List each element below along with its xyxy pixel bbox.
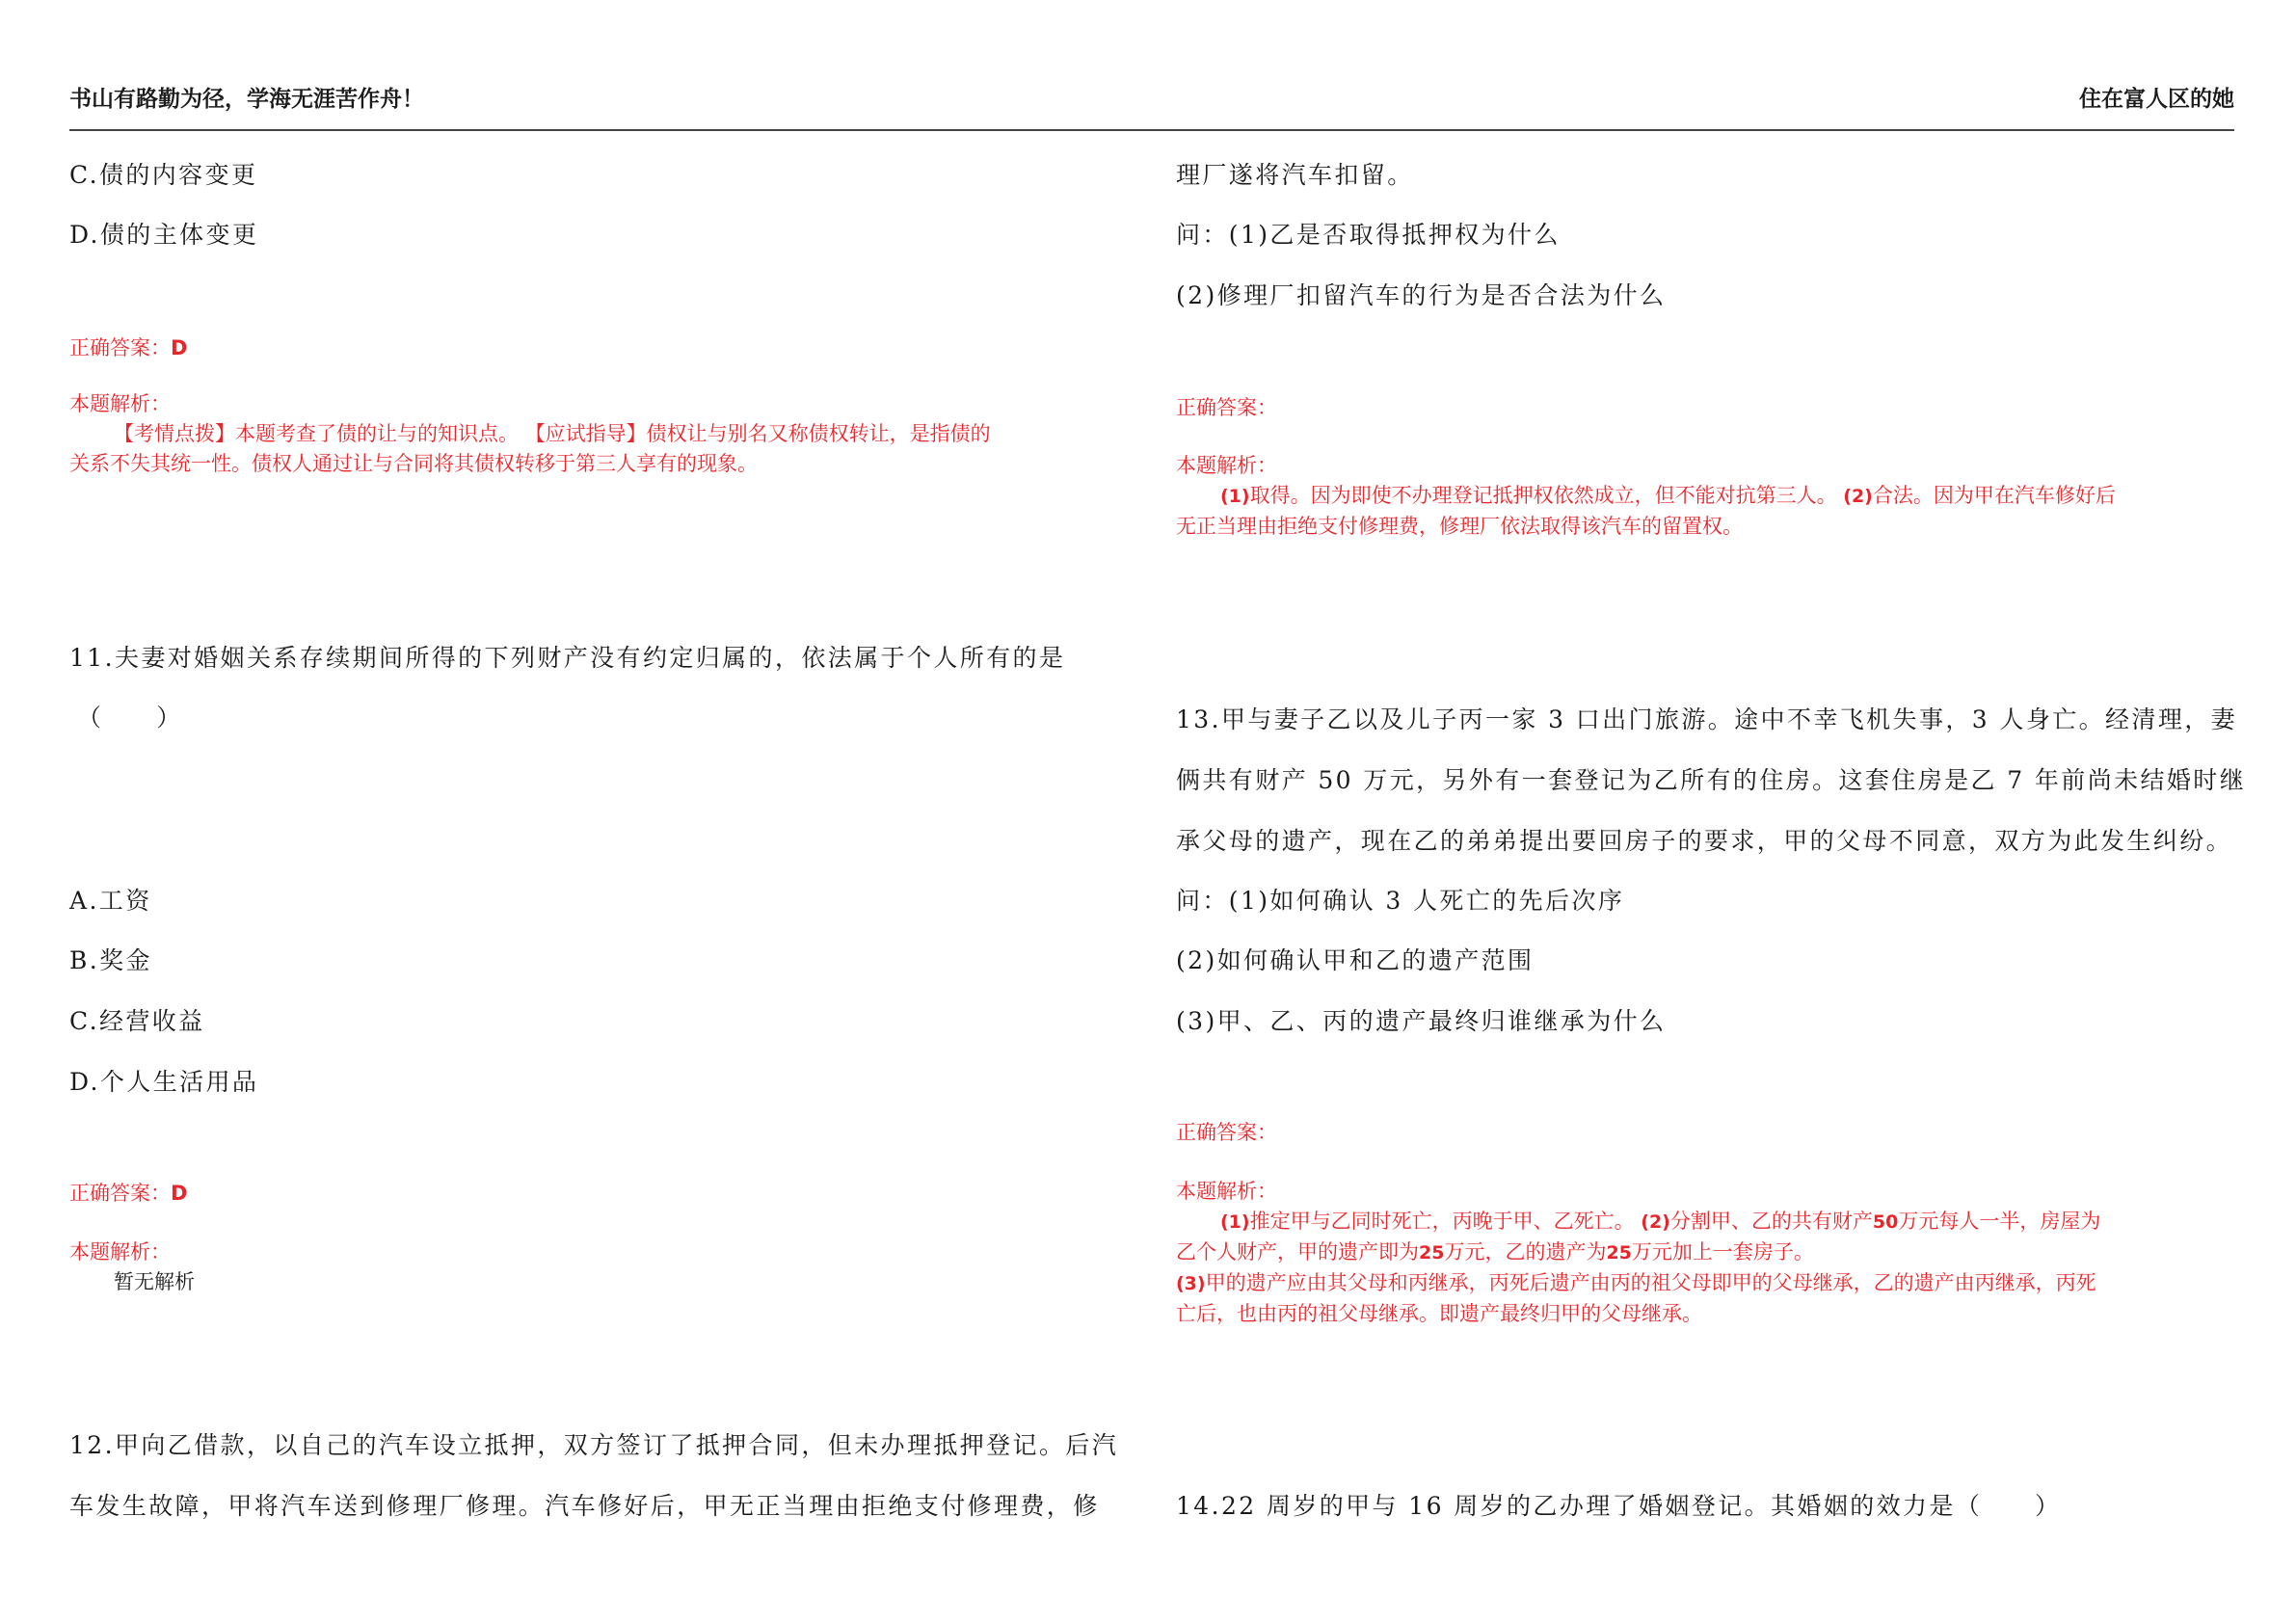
q13-exp-line2a: 乙个人财产，甲的遗产即为 — [1176, 1240, 1419, 1264]
header-author: 住在富人区的她 — [2079, 87, 2234, 112]
q12-exp-text-1: 取得。因为即使不办理登记抵押权依然成立，但不能对抗第三人。 — [1249, 484, 1844, 507]
q14-title: 14.22 周岁的甲与 16 周岁的乙办理了婚姻登记。其婚姻的效力是（ ） — [1176, 1492, 2062, 1520]
header-motto: 书山有路勤为径，学海无涯苦作舟！ — [69, 87, 424, 112]
q12-exp-line2: 无正当理由拒绝支付修理费，修理厂依法取得该汽车的留置权。 — [1176, 515, 1743, 538]
q11-option-a: A.工资 — [69, 887, 152, 915]
q11-option-d: D.个人生活用品 — [69, 1068, 259, 1096]
q11-answer-value: D — [171, 1182, 188, 1205]
q10-explanation-line2: 关系不失其统一性。债权人通过让与合同将其债权转移于第三人享有的现象。 — [69, 452, 758, 475]
q13-exp-num-2: (2) — [1641, 1211, 1670, 1233]
q12-line3: 理厂遂将汽车扣留。 — [1176, 161, 1414, 189]
q10-answer-value: D — [171, 336, 188, 359]
q13-exp-num-25a: 25 — [1419, 1242, 1445, 1264]
q10-explanation-line1: 【考情点拨】本题考查了债的让与的知识点。 【应试指导】债权让与别名又称债权转让，是指债的 — [114, 422, 991, 445]
q11-explanation-text: 暂无解析 — [114, 1270, 195, 1293]
q11-paren: （ ） — [77, 704, 183, 732]
q13-answer-label: 正确答案： — [1176, 1121, 1277, 1144]
q13-exp-text-3: 甲的遗产应由其父母和丙继承，丙死后遗产由丙的祖父母即甲的父母继承，乙的遗产由丙继承，丙死 — [1205, 1271, 2096, 1294]
q10-explanation — [69, 419, 1130, 479]
q13-explanation-label: 本题解析： — [1176, 1180, 1277, 1203]
q13-explanation — [1176, 1207, 2236, 1329]
q10-explanation-label: 本题解析： — [69, 392, 171, 415]
q13-exp-text-2a: 分割甲、乙的共有财产 — [1669, 1210, 1873, 1233]
q13-question-1: 问：(1)如何确认 3 人死亡的先后次序 — [1176, 887, 1625, 915]
q12-line1: 12.甲向乙借款，以自己的汽车设立抵押，双方签订了抵押合同，但未办理抵押登记。后汽 — [69, 1431, 1119, 1459]
q13-line1: 13.甲与妻子乙以及儿子丙一家 3 口出门旅游。途中不幸飞机失事，3 人身亡。经清理，妻 — [1176, 705, 2238, 733]
q11-answer-label: 正确答案： — [69, 1182, 171, 1205]
q12-question-2: (2)修理厂扣留汽车的行为是否合法为什么 — [1176, 281, 1667, 309]
q13-exp-line2c: 万元加上一套房子。 — [1631, 1240, 1814, 1264]
q11-answer — [69, 1181, 187, 1206]
q13-exp-num-50: 50 — [1872, 1211, 1899, 1233]
q13-exp-text-2b: 万元每人一半，房屋为 — [1898, 1210, 2101, 1233]
page-header — [69, 81, 2234, 110]
q11-option-b: B.奖金 — [69, 946, 152, 974]
q12-exp-num-2: (2) — [1843, 486, 1873, 507]
q12-explanation — [1176, 481, 2236, 542]
q13-line2: 俩共有财产 50 万元，另外有一套登记为乙所有的住房。这套住房是乙 7 年前尚未结婚时继 — [1176, 766, 2247, 794]
q12-exp-num-1: (1) — [1220, 486, 1250, 507]
q13-exp-text-1: 推定甲与乙同时死亡，丙晚于甲、乙死亡。 — [1249, 1210, 1642, 1233]
q10-option-d: D.债的主体变更 — [69, 221, 259, 249]
q13-exp-num-3: (3) — [1176, 1273, 1206, 1294]
q12-line2: 车发生故障，甲将汽车送到修理厂修理。汽车修好后，甲无正当理由拒绝支付修理费，修 — [69, 1492, 1100, 1520]
header-divider — [69, 129, 2234, 131]
q13-question-2: (2)如何确认甲和乙的遗产范围 — [1176, 946, 1535, 974]
q12-exp-text-2: 合法。因为甲在汽车修好后 — [1872, 484, 2116, 507]
q11-title: 11.夫妻对婚姻关系存续期间所得的下列财产没有约定归属的，依法属于个人所有的是 — [69, 644, 1066, 672]
q11-explanation — [69, 1267, 1130, 1297]
q10-answer — [69, 335, 187, 360]
q11-option-c: C.经营收益 — [69, 1007, 205, 1035]
q12-question-1: 问：(1)乙是否取得抵押权为什么 — [1176, 221, 1561, 249]
q12-explanation-label: 本题解析： — [1176, 454, 1277, 477]
q13-exp-line4: 亡后，也由丙的祖父母继承。即遗产最终归甲的父母继承。 — [1176, 1302, 1702, 1325]
q13-exp-num-25b: 25 — [1606, 1242, 1632, 1264]
q13-exp-line2b: 万元，乙的遗产为 — [1444, 1240, 1607, 1264]
q13-line3: 承父母的遗产，现在乙的弟弟提出要回房子的要求，甲的父母不同意，双方为此发生纠纷。 — [1176, 827, 2233, 855]
q11-explanation-label: 本题解析： — [69, 1240, 171, 1264]
q10-answer-label: 正确答案： — [69, 336, 171, 359]
q13-exp-num-1: (1) — [1220, 1211, 1250, 1233]
q12-answer-label: 正确答案： — [1176, 396, 1277, 419]
q10-option-c: C.债的内容变更 — [69, 161, 258, 189]
q13-question-3: (3)甲、乙、丙的遗产最终归谁继承为什么 — [1176, 1007, 1667, 1035]
